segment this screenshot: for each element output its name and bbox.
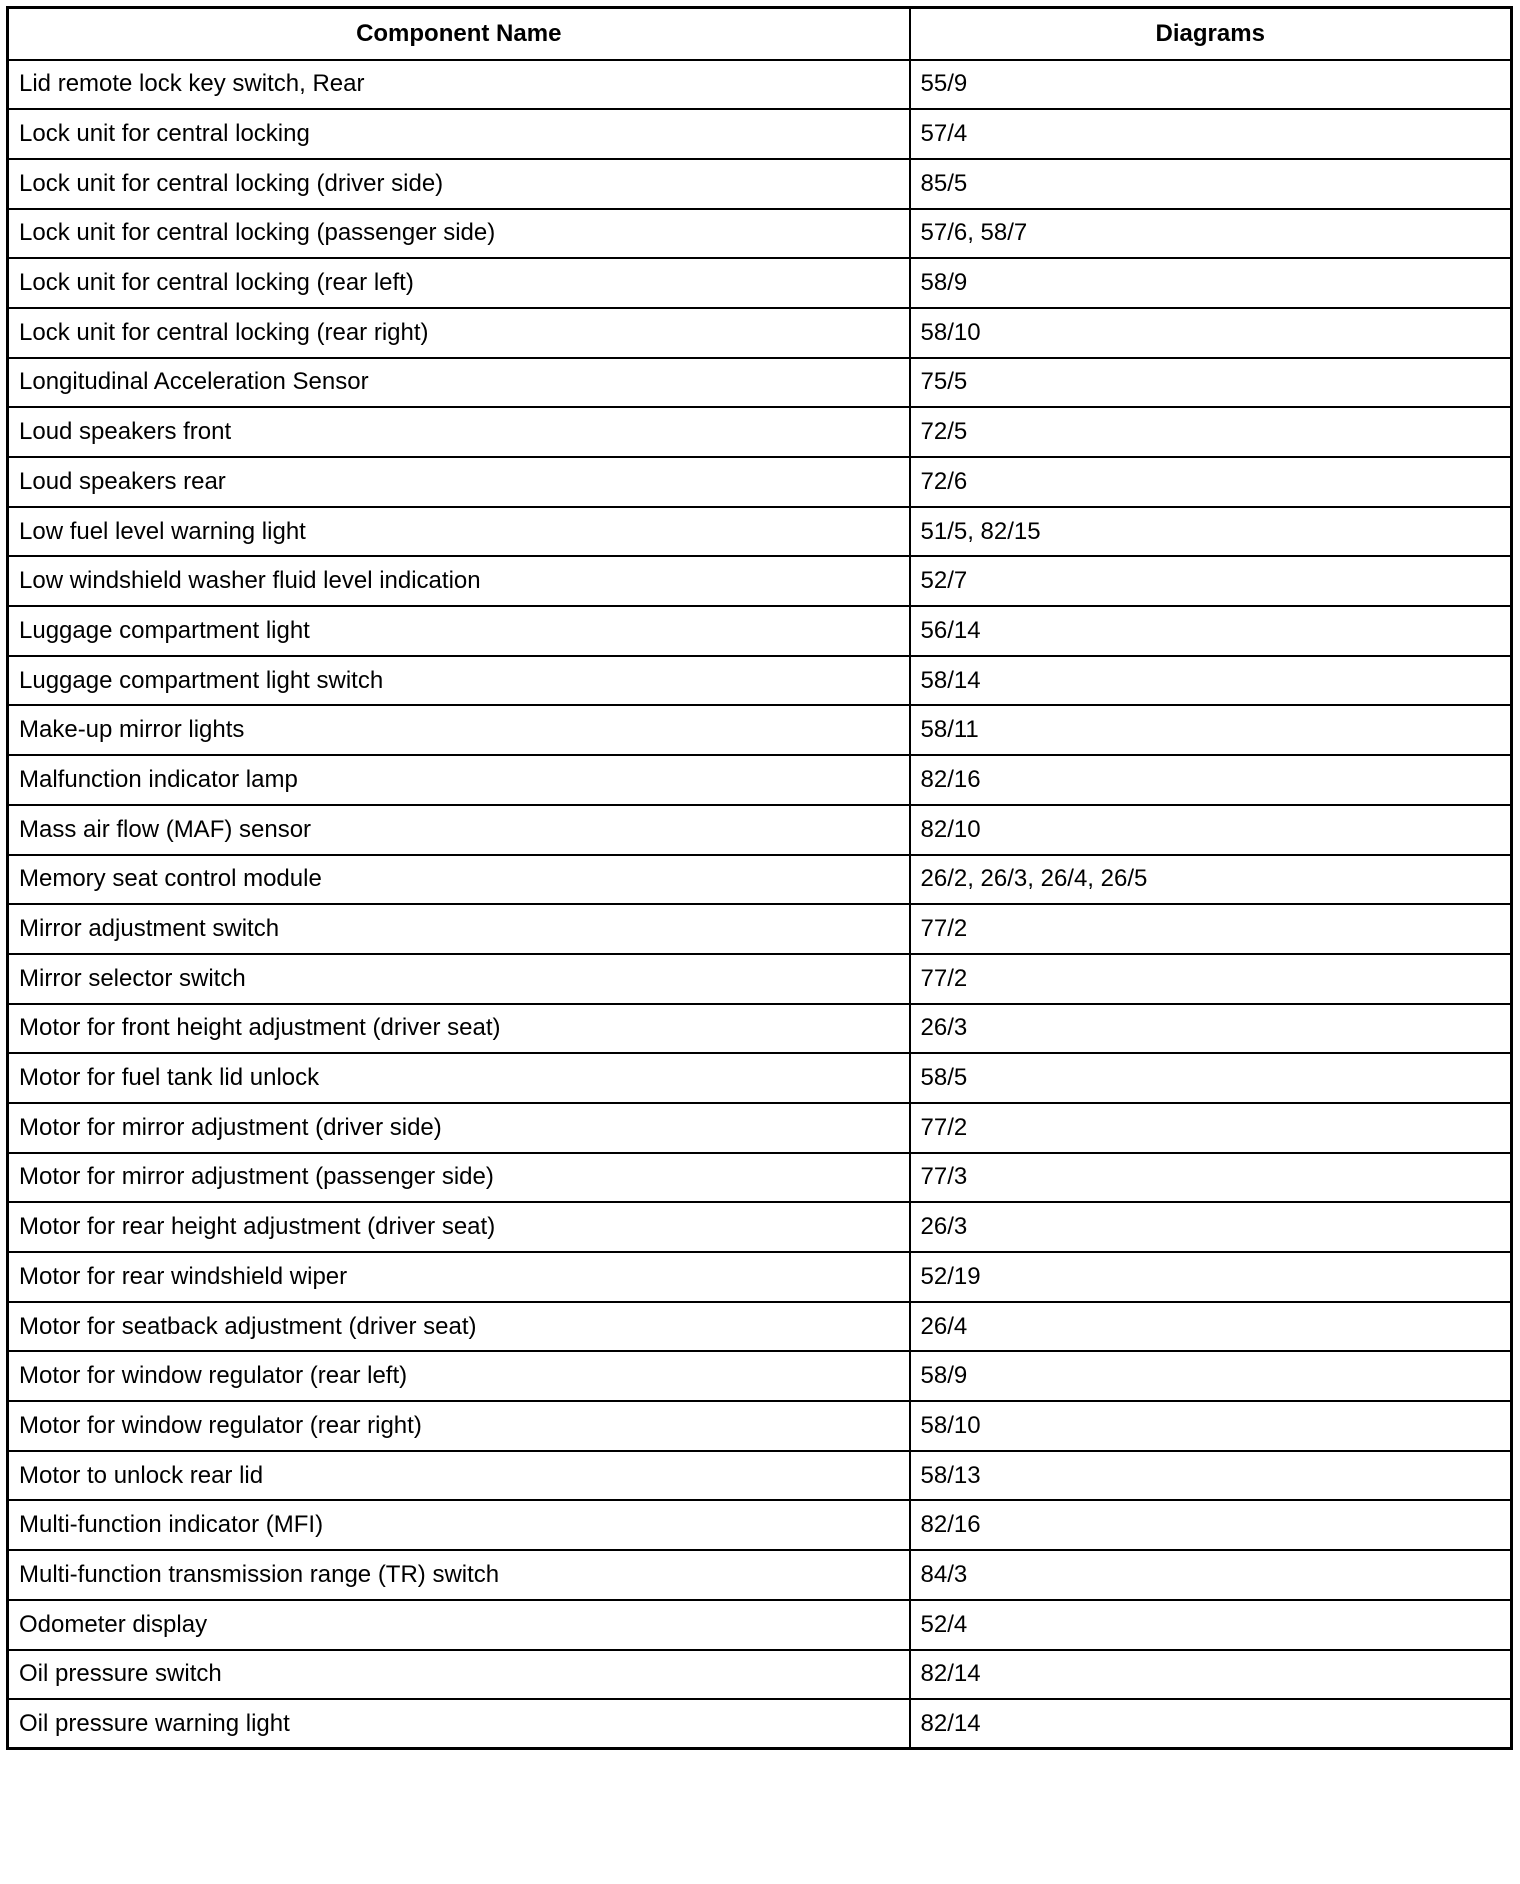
component-name-cell: Lid remote lock key switch, Rear [8,60,910,110]
component-name-cell: Lock unit for central locking (passenger side) [8,209,910,259]
diagrams-cell: 58/13 [910,1451,1512,1501]
diagrams-cell: 84/3 [910,1550,1512,1600]
table-row [8,109,1512,159]
diagrams-cell: 58/5 [910,1053,1512,1103]
table-row [8,556,1512,606]
table-row [8,904,1512,954]
component-name-cell: Lock unit for central locking (driver side) [8,159,910,209]
component-name-cell: Low windshield washer fluid level indication [8,556,910,606]
component-name-cell: Motor for mirror adjustment (driver side) [8,1103,910,1153]
table-row [8,606,1512,656]
table-row [8,507,1512,557]
diagrams-cell: 56/14 [910,606,1512,656]
diagrams-cell: 52/19 [910,1252,1512,1302]
component-name-cell: Oil pressure switch [8,1650,910,1700]
table-row [8,705,1512,755]
table-row [8,1053,1512,1103]
diagrams-cell: 58/9 [910,1351,1512,1401]
component-name-cell: Loud speakers rear [8,457,910,507]
diagrams-cell: 72/5 [910,407,1512,457]
diagrams-cell: 82/16 [910,755,1512,805]
table-row [8,159,1512,209]
component-name-cell: Motor for seatback adjustment (driver seat) [8,1302,910,1352]
diagrams-cell: 82/14 [910,1650,1512,1700]
diagrams-cell: 82/14 [910,1699,1512,1749]
component-diagram-table [6,6,1513,1750]
table-row [8,954,1512,1004]
component-name-cell: Multi-function transmission range (TR) switch [8,1550,910,1600]
table-row [8,1153,1512,1203]
component-name-cell: Luggage compartment light switch [8,656,910,706]
table-row [8,805,1512,855]
component-name-cell: Lock unit for central locking [8,109,910,159]
table-row [8,1500,1512,1550]
component-name-cell: Longitudinal Acceleration Sensor [8,358,910,408]
table-row [8,855,1512,905]
diagrams-cell: 77/2 [910,954,1512,1004]
component-name-cell: Memory seat control module [8,855,910,905]
component-name-cell: Motor for mirror adjustment (passenger side) [8,1153,910,1203]
table-row [8,1302,1512,1352]
diagrams-cell: 58/14 [910,656,1512,706]
table-row [8,1401,1512,1451]
diagrams-cell: 58/11 [910,705,1512,755]
table-row [8,1202,1512,1252]
component-name-cell: Odometer display [8,1600,910,1650]
diagrams-cell: 58/10 [910,308,1512,358]
header-row [8,8,1512,60]
table-header [8,8,1512,60]
diagrams-cell: 57/4 [910,109,1512,159]
diagrams-cell: 77/2 [910,904,1512,954]
component-name-cell: Make-up mirror lights [8,705,910,755]
component-name-cell: Malfunction indicator lamp [8,755,910,805]
diagrams-cell: 26/3 [910,1004,1512,1054]
table-row [8,407,1512,457]
table-row [8,1103,1512,1153]
diagrams-cell: 55/9 [910,60,1512,110]
component-name-cell: Motor for window regulator (rear left) [8,1351,910,1401]
table-row [8,258,1512,308]
table-row [8,358,1512,408]
table-row [8,457,1512,507]
table-body [8,60,1512,1749]
component-name-cell: Motor for rear windshield wiper [8,1252,910,1302]
diagrams-cell: 57/6, 58/7 [910,209,1512,259]
table-row [8,1351,1512,1401]
component-name-cell: Mirror selector switch [8,954,910,1004]
header-diagrams: Diagrams [910,8,1512,60]
diagrams-cell: 52/7 [910,556,1512,606]
component-name-cell: Motor for window regulator (rear right) [8,1401,910,1451]
table-row [8,308,1512,358]
table-row [8,1451,1512,1501]
table-row [8,209,1512,259]
component-name-cell: Oil pressure warning light [8,1699,910,1749]
diagrams-cell: 26/2, 26/3, 26/4, 26/5 [910,855,1512,905]
component-name-cell: Lock unit for central locking (rear right) [8,308,910,358]
diagrams-cell: 72/6 [910,457,1512,507]
diagrams-cell: 85/5 [910,159,1512,209]
diagrams-cell: 52/4 [910,1600,1512,1650]
table-row [8,1252,1512,1302]
table-row [8,1004,1512,1054]
table-row [8,60,1512,110]
diagrams-cell: 77/3 [910,1153,1512,1203]
component-name-cell: Motor for rear height adjustment (driver seat) [8,1202,910,1252]
diagrams-cell: 82/10 [910,805,1512,855]
diagrams-cell: 75/5 [910,358,1512,408]
diagrams-cell: 58/9 [910,258,1512,308]
component-name-cell: Luggage compartment light [8,606,910,656]
component-name-cell: Lock unit for central locking (rear left) [8,258,910,308]
component-name-cell: Mass air flow (MAF) sensor [8,805,910,855]
table-row [8,1600,1512,1650]
table-row [8,1550,1512,1600]
component-name-cell: Multi-function indicator (MFI) [8,1500,910,1550]
component-name-cell: Motor to unlock rear lid [8,1451,910,1501]
table-row [8,656,1512,706]
diagrams-cell: 82/16 [910,1500,1512,1550]
table-row [8,755,1512,805]
header-component-name: Component Name [8,8,910,60]
diagrams-cell: 58/10 [910,1401,1512,1451]
table-row [8,1650,1512,1700]
diagrams-cell: 77/2 [910,1103,1512,1153]
diagrams-cell: 26/3 [910,1202,1512,1252]
component-name-cell: Motor for front height adjustment (driver seat) [8,1004,910,1054]
component-name-cell: Mirror adjustment switch [8,904,910,954]
component-name-cell: Motor for fuel tank lid unlock [8,1053,910,1103]
component-name-cell: Low fuel level warning light [8,507,910,557]
table-row [8,1699,1512,1749]
diagrams-cell: 51/5, 82/15 [910,507,1512,557]
diagrams-cell: 26/4 [910,1302,1512,1352]
component-name-cell: Loud speakers front [8,407,910,457]
